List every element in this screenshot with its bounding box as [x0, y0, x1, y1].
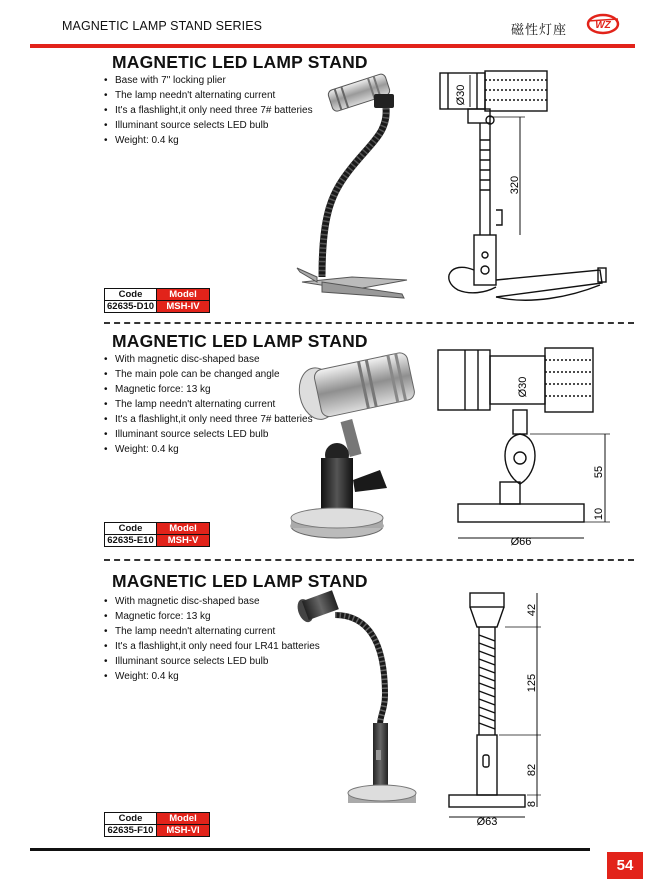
section-3-features [102, 594, 320, 684]
dim-height: 320 [509, 175, 521, 195]
section-divider [104, 559, 634, 561]
dim-base-height: 8 [526, 800, 538, 808]
logo-text: WZ [595, 20, 611, 31]
feature-item: • The lamp needn't alternating current [102, 88, 313, 103]
model-header: Model [157, 813, 210, 825]
page-number: 54 [607, 852, 643, 879]
feature-item: • It's a flashlight,it only need four LR41 batteries [102, 639, 320, 654]
code-header: Code [105, 289, 157, 301]
section-1-title: MAGNETIC LED LAMP STAND [112, 52, 368, 72]
feature-item: • It's a flashlight,it only need three 7# batteries [102, 412, 313, 427]
section-3-code-table [104, 812, 210, 837]
section-2-title: MAGNETIC LED LAMP STAND [112, 331, 368, 351]
dim-base-height: 10 [593, 507, 605, 521]
feature-item: • Magnetic force: 13 kg [102, 609, 320, 624]
code-value: 62635-F10 [105, 825, 157, 837]
code-value: 62635-D10 [105, 301, 157, 313]
dim-body-height: 82 [526, 763, 538, 777]
technical-drawing-1 [430, 65, 625, 315]
technical-drawing-2 [430, 342, 630, 547]
feature-item: • Illuminant source selects LED bulb [102, 427, 313, 442]
section-divider [104, 322, 634, 324]
technical-drawing-3 [445, 585, 595, 830]
section-3-title: MAGNETIC LED LAMP STAND [112, 571, 368, 591]
dim-diameter: Ø30 [455, 84, 467, 106]
product-photo-plier-lamp [292, 72, 418, 308]
feature-item: • It's a flashlight,it only need three 7# batteries [102, 103, 313, 118]
header-rule [30, 44, 635, 48]
dim-height: 55 [593, 465, 605, 479]
feature-item: • Weight: 0.4 kg [102, 442, 313, 457]
feature-item: • Illuminant source selects LED bulb [102, 654, 320, 669]
feature-item: • The main pole can be changed angle [102, 367, 313, 382]
feature-item: • Weight: 0.4 kg [102, 133, 313, 148]
product-photo-gooseneck-lamp [290, 585, 420, 813]
feature-item: • Magnetic force: 13 kg [102, 382, 313, 397]
feature-item: • With magnetic disc-shaped base [102, 352, 313, 367]
model-value: MSH-V [157, 535, 210, 547]
feature-item: • Base with 7" locking plier [102, 73, 313, 88]
dim-base-diameter: Ø63 [476, 816, 498, 828]
dim-neck-height: 125 [526, 673, 538, 693]
code-header: Code [105, 813, 157, 825]
model-header: Model [157, 289, 210, 301]
footer-rule [30, 848, 590, 851]
model-header: Model [157, 523, 210, 535]
dim-diameter: Ø30 [517, 376, 529, 398]
product-photo-disc-base-lamp [285, 340, 435, 545]
model-value: MSH-IV [157, 301, 210, 313]
chinese-title: 磁性灯座 [511, 23, 568, 38]
section-2-features [102, 352, 313, 457]
dim-head-height: 42 [526, 603, 538, 617]
feature-item: • Weight: 0.4 kg [102, 669, 320, 684]
section-1-features [102, 73, 313, 148]
section-2-code-table [104, 522, 210, 547]
model-value: MSH-VI [157, 825, 210, 837]
feature-item: • The lamp needn't alternating current [102, 624, 320, 639]
series-title: MAGNETIC LAMP STAND SERIES [62, 19, 263, 33]
dim-base-diameter: Ø66 [510, 536, 532, 547]
feature-item: • With magnetic disc-shaped base [102, 594, 320, 609]
section-1-code-table [104, 288, 210, 313]
code-header: Code [105, 523, 157, 535]
code-value: 62635-E10 [105, 535, 157, 547]
brand-logo [586, 13, 620, 35]
feature-item: • The lamp needn't alternating current [102, 397, 313, 412]
feature-item: • Illuminant source selects LED bulb [102, 118, 313, 133]
